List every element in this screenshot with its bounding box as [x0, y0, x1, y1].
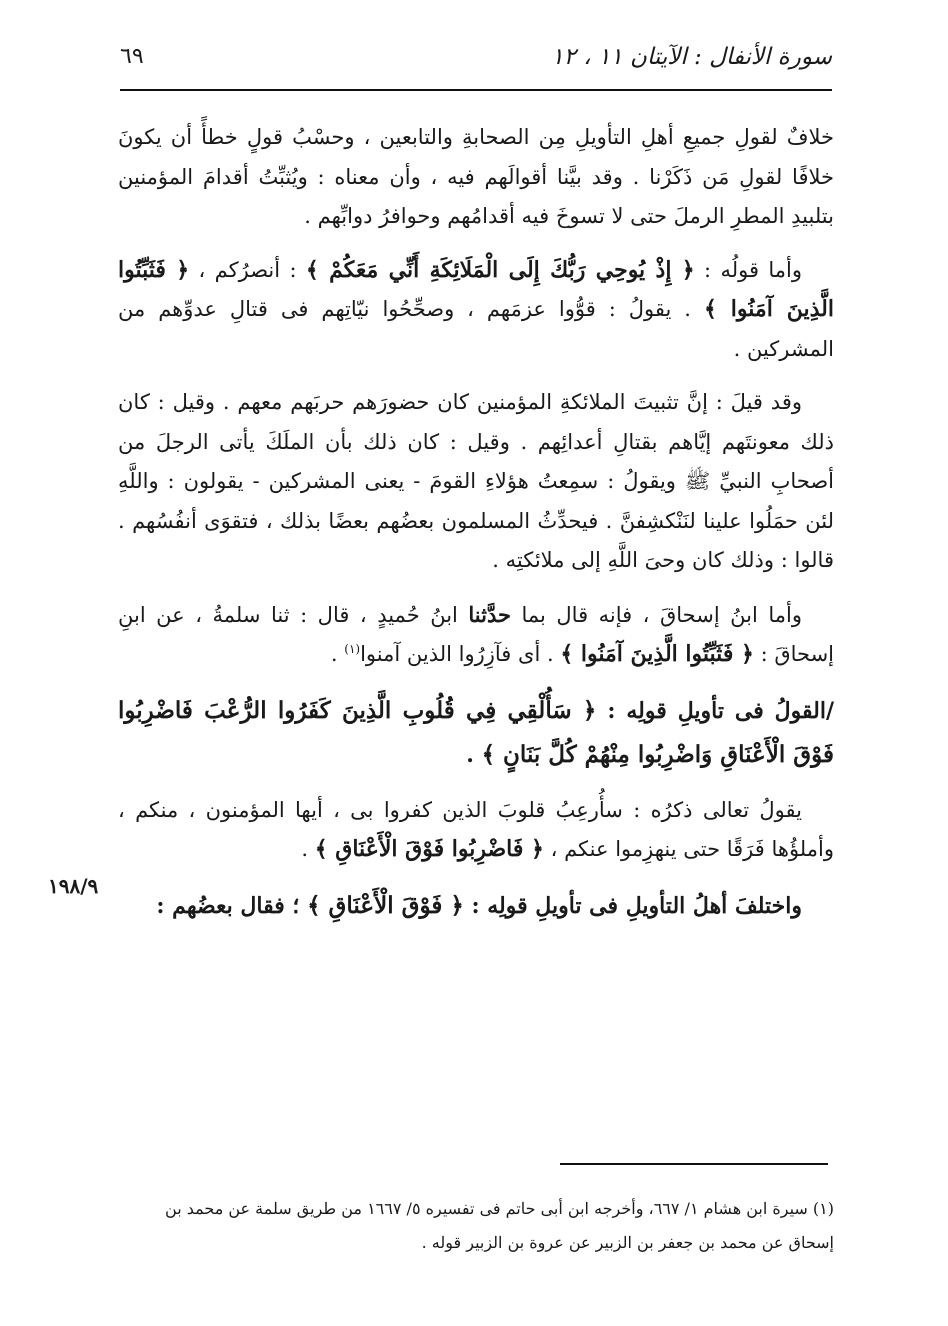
paragraph-7	[118, 884, 834, 928]
text-run: . يقولُ : قوُّوا عزمَهم ، وصحِّحُوا نيّاتِهم فى قتالِ عدوِّهم من المشركين .	[118, 297, 834, 361]
heading-text: /القولُ فى تأويلِ قولِه :	[596, 697, 835, 724]
text-run: وأما قولُه :	[694, 257, 802, 282]
page-header	[120, 40, 832, 84]
quran-verse: ﴿ فَثَبِّتُوا الَّذِينَ آمَنُوا ﴾	[118, 256, 834, 322]
page-number: ٦٩	[120, 44, 144, 69]
paragraph-2	[118, 251, 834, 370]
text-run: ؛ فقال بعضُهم :	[156, 892, 308, 919]
text-run: واختلفَ أهلُ التأويلِ فى تأويلِ قولِه :	[463, 892, 802, 919]
text-run: يقولُ تعالى ذكرُه : سأُرعِبُ قلوبَ الذين كفروا بى ، أيها المؤمنون ، منكم ، وأملؤُها فَرَقًا حتى ينهزِموا عنكم ،	[118, 797, 834, 861]
quran-verse: ﴿ فَثَبِّتُوا الَّذِينَ آمَنُوا ﴾	[560, 641, 754, 667]
text-run: ابنُ حُميدٍ ، قال : ثنا سلمةُ ، عن ابنِ إسحاقَ :	[118, 602, 834, 666]
text-run: : أنصرُكم ،	[189, 257, 306, 282]
quran-verse: ﴿ سَأُلْقِي فِي قُلُوبِ الَّذِينَ كَفَرُوا الرُّعْبَ فَاضْرِبُوا فَوْقَ الْأَعْنَاقِ وَاضْرِبُوا مِنْهُمْ كُلَّ بَنَانٍ ﴾	[118, 696, 834, 768]
paragraph-3: وقد قيلَ : إنَّ تثبيتَ الملائكةِ المؤمنين كان حضورَهم حربَهم معهم . وقيل : كان ذلك معونتَهم إيَّاهم بقتالِ أعدائِهم . وقيل : كان ذلك بأن الملَكَ يأتى الرجلَ من أصحابِ النبيِّ ﷺ ويقولُ : سمِعتُ هؤلاءِ القومَ - يعنى المشركين - يقولون : واللَّهِ لئن حمَلُوا علينا لنَنْكشِفنَّ . فيحدِّثُ المسلمون بعضُهم بعضًا بذلك ، فتقوَى أنفُسُهم . قالوا : وذلك كان وحىَ اللَّهِ إلى ملائكتِه .	[118, 390, 834, 572]
section-heading	[118, 689, 834, 777]
footnote-rule	[560, 1163, 828, 1165]
isnad-keyword: حدَّثنا	[468, 601, 511, 627]
text-run: .	[330, 642, 345, 666]
paragraph-4	[118, 595, 834, 675]
text-run: وأما ابنُ إسحاقَ ، فإنه قال بما	[510, 602, 802, 627]
footnote-1-line-2: إسحاق عن محمد بن جعفر بن الزبير عن عروة بن الزبير قوله .	[421, 1233, 834, 1252]
footnotes	[118, 1192, 834, 1260]
footnote-marker: (١)	[344, 642, 361, 656]
footnote-1-line-1: (١) سيرة ابن هشام ١/ ٦٦٧، وأخرجه ابن أبى حاتم فى تفسيره ٥/ ١٦٦٧ من طريق سلمة عن محمد بن	[165, 1199, 834, 1218]
text-run: .	[466, 741, 482, 768]
text-run: . أى فآزِرُوا الذين آمنوا	[360, 642, 561, 666]
running-head: سورة الأنفال : الآيتان ١١ ، ١٢	[551, 44, 832, 70]
paragraph-1: خلافٌ لقولِ جميعِ أهلِ التأويلِ مِن الصحابةِ والتابعين ، وحسْبُ قولٍ خطأً أن يكونَ خلافًا لقولِ مَن ذَكَرْنا . وقد بيَّنا أقوالَهم فيه ، وأن معناه : ويُثبِّتُ أقدامَ المؤمنين بتلبيدِ المطرِ الرملَ حتى لا تسوخَ فيه أقدامُهم وحوافرُ دوابِّهم .	[118, 125, 834, 228]
body-text	[118, 118, 834, 942]
paragraph-6	[118, 791, 834, 870]
quran-verse: ﴿ فَاضْرِبُوا فَوْقَ الْأَعْنَاقِ ﴾	[314, 836, 544, 862]
margin-reference: ١٩٨/٩	[48, 874, 99, 898]
text-run: .	[301, 837, 315, 861]
header-rule	[120, 89, 832, 91]
quran-verse: ﴿ إِذْ يُوحِي رَبُّكَ إِلَى الْمَلَائِكَةِ أَنِّي مَعَكُمْ ﴾	[305, 256, 695, 283]
quran-verse: ﴿ فَوْقَ الْأَعْنَاقِ ﴾	[307, 891, 464, 919]
